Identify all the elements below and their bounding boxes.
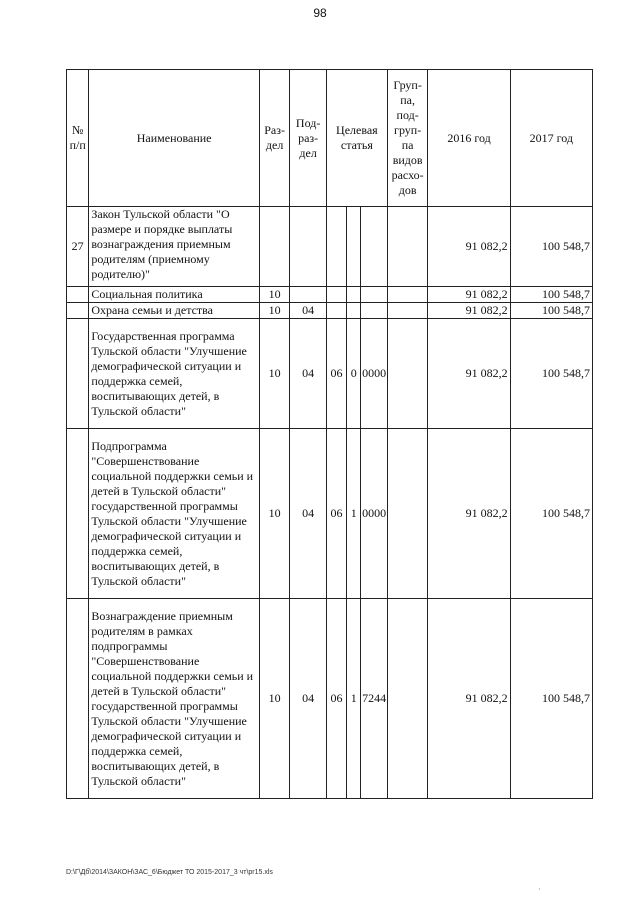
row-name: Закон Тульской области "О размере и порядке выплаты вознаграждения приемным родителям (приемному родителю)" — [89, 207, 260, 287]
row-target-subprogram: 0 — [347, 319, 361, 429]
row-target-code: 0000 — [361, 319, 387, 429]
header-year-2017: 2017 год — [510, 70, 592, 207]
header-subsection: Под-раз-дел — [290, 70, 327, 207]
row-name: Социальная политика — [89, 287, 260, 303]
row-expense-group — [387, 207, 428, 287]
row-name: Государственная программа Тульской области "Улучшение демографической ситуации и поддержка семей, воспитывающих детей, в Тульской области" — [89, 319, 260, 429]
row-num — [67, 429, 89, 599]
row-subsection: 04 — [290, 429, 327, 599]
row-target-subprogram — [347, 287, 361, 303]
page-number: 98 — [313, 6, 327, 20]
row-target-code: 7244 — [361, 599, 387, 799]
row-expense-group — [387, 287, 428, 303]
table-row — [67, 599, 593, 799]
row-target-program: 06 — [326, 599, 346, 799]
row-amount-2016: 91 082,2 — [428, 303, 510, 319]
header-section: Раз-дел — [259, 70, 289, 207]
row-amount-2016: 91 082,2 — [428, 207, 510, 287]
row-amount-2016: 91 082,2 — [428, 429, 510, 599]
table-header-row — [67, 70, 593, 207]
table-row — [67, 287, 593, 303]
row-target-program — [326, 207, 346, 287]
row-target-subprogram: 1 — [347, 599, 361, 799]
row-num — [67, 319, 89, 429]
row-amount-2017: 100 548,7 — [510, 207, 592, 287]
row-num: 27 — [67, 207, 89, 287]
row-target-code — [361, 303, 387, 319]
row-num — [67, 303, 89, 319]
table-row — [67, 319, 593, 429]
header-num: № п/п — [67, 70, 89, 207]
row-target-subprogram — [347, 303, 361, 319]
row-target-subprogram: 1 — [347, 429, 361, 599]
header-target-article: Целевая статья — [326, 70, 387, 207]
row-amount-2017: 100 548,7 — [510, 429, 592, 599]
margin-mark: · — [538, 885, 541, 894]
footer-file-path: D:\Г\Дб\2014\ЗАКОН\ЗАС_6\Бюджет ТО 2015-2017_3 чт\pr15.xls — [66, 869, 273, 876]
row-section: 10 — [259, 319, 289, 429]
row-target-subprogram — [347, 207, 361, 287]
row-target-program: 06 — [326, 429, 346, 599]
row-section: 10 — [259, 429, 289, 599]
row-name: Вознаграждение приемным родителям в рамках подпрограммы "Совершенствование социальной поддержки семьи и детей в Тульской области" государственной программы Тульской области "Улучшение демографической ситуации и поддержка семей, воспитывающих детей, в Тульской области" — [89, 599, 260, 799]
row-expense-group — [387, 429, 428, 599]
row-amount-2017: 100 548,7 — [510, 287, 592, 303]
budget-table — [66, 69, 593, 799]
row-expense-group — [387, 319, 428, 429]
row-target-code — [361, 287, 387, 303]
row-subsection: 04 — [290, 303, 327, 319]
row-expense-group — [387, 303, 428, 319]
row-subsection: 04 — [290, 599, 327, 799]
row-amount-2017: 100 548,7 — [510, 303, 592, 319]
table-row — [67, 303, 593, 319]
row-name: Охрана семьи и детства — [89, 303, 260, 319]
row-num — [67, 287, 89, 303]
header-year-2016: 2016 год — [428, 70, 510, 207]
row-amount-2016: 91 082,2 — [428, 319, 510, 429]
row-amount-2016: 91 082,2 — [428, 287, 510, 303]
row-num — [67, 599, 89, 799]
row-subsection: 04 — [290, 319, 327, 429]
row-expense-group — [387, 599, 428, 799]
header-expense-group: Груп-па, под-груп-па видов расхо-дов — [387, 70, 428, 207]
table-row — [67, 207, 593, 287]
row-section: 10 — [259, 303, 289, 319]
row-target-program: 06 — [326, 319, 346, 429]
row-name: Подпрограмма "Совершенствование социальной поддержки семьи и детей в Тульской области" государственной программы Тульской области "Улучшение демографической ситуации и поддержка семей, воспитывающих детей, в Тульской области" — [89, 429, 260, 599]
row-subsection — [290, 287, 327, 303]
header-name: Наименование — [89, 70, 260, 207]
table-row — [67, 429, 593, 599]
row-amount-2016: 91 082,2 — [428, 599, 510, 799]
row-target-program — [326, 287, 346, 303]
row-target-code: 0000 — [361, 429, 387, 599]
row-section: 10 — [259, 599, 289, 799]
row-section: 10 — [259, 287, 289, 303]
row-section — [259, 207, 289, 287]
row-amount-2017: 100 548,7 — [510, 599, 592, 799]
row-target-program — [326, 303, 346, 319]
row-amount-2017: 100 548,7 — [510, 319, 592, 429]
row-subsection — [290, 207, 327, 287]
row-target-code — [361, 207, 387, 287]
